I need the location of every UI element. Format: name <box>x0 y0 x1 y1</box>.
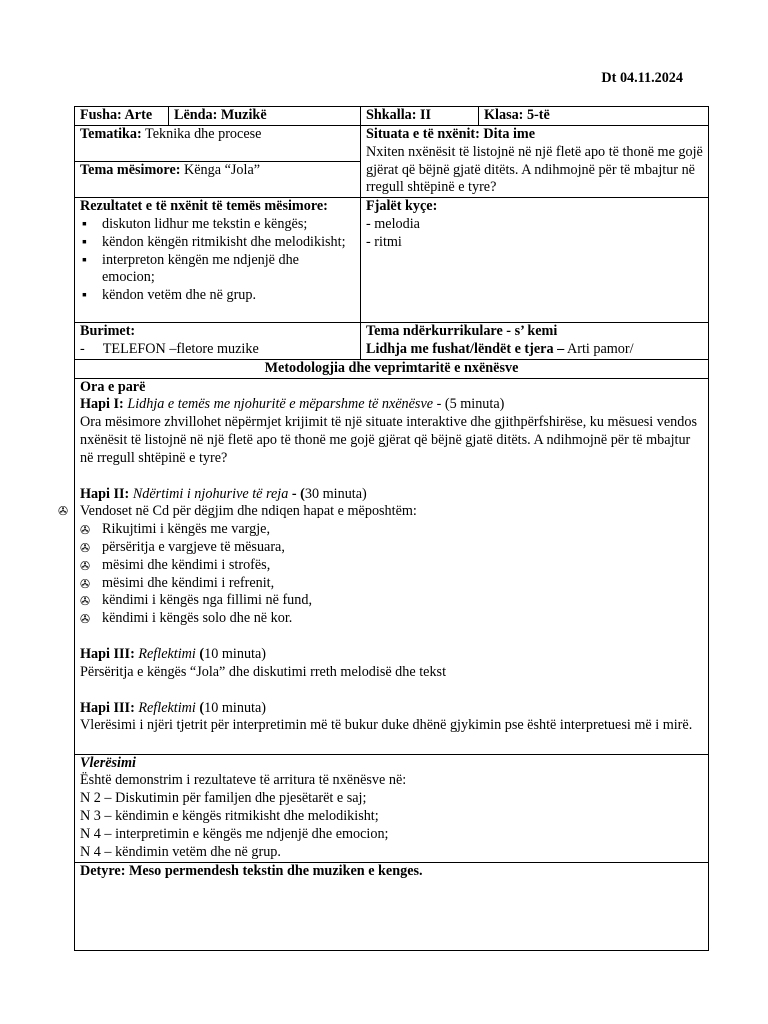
bullet-hand-icon: ✇ <box>80 612 91 627</box>
list-item: N 4 – këndimin vetëm dhe në grup. <box>80 843 281 860</box>
lesson-date: Dt 04.11.2024 <box>601 70 683 86</box>
hapi3a-text: Përsëritja e këngës “Jola” dhe diskutimi rreth melodisë dhe tekst <box>80 663 447 680</box>
list-item-text: mësimi dhe këndimi i strofës, <box>102 556 271 573</box>
tema-nder-cell <box>361 323 709 360</box>
ora-title: Ora e parë <box>80 378 146 395</box>
list-item-text: përsëritja e vargjeve të mësuara, <box>102 538 285 555</box>
klasa-cell: Klasa: 5-të <box>479 107 709 126</box>
hapi1-title: Lidhja e temës me njohuritë e mëparshme të nxënësve <box>123 396 434 413</box>
hapi2-time: 30 minuta) <box>304 485 367 502</box>
hapi3a-label: Hapi III: <box>80 645 135 662</box>
hapi2-intro: Vendoset në Cd për dëgjim dhe ndiqen hapat e mëposhtëm: <box>80 503 417 520</box>
burimet-value: TELEFON –fletore muzike <box>102 340 259 357</box>
lesson-plan-table <box>74 106 709 951</box>
tematika-value: Teknika dhe procese <box>141 126 262 142</box>
hapi1-heading <box>80 396 703 414</box>
situata-text: Nxiten nxënësit të listojnë në një fletë apo të thonë me gojë gjërat që bëjnë gjatë ditëts. A ndihmojnë për të mbajtur në rregull shtëpinë e tyre? <box>366 143 703 196</box>
burimet-label: Burimet: <box>80 323 136 340</box>
lenda-cell: Lënda: Muzikë <box>169 107 361 126</box>
bullet-hand-icon: ✇ <box>80 558 91 573</box>
list-item: N 2 – Diskutimin për familjen dhe pjesëtarët e saj; <box>80 790 367 807</box>
list-item <box>80 592 703 610</box>
vleresimi-cell <box>75 754 709 862</box>
detyre-row <box>75 862 709 950</box>
detyre-cell: Detyre: Meso permendesh tekstin dhe muziken e kenges. <box>75 862 709 950</box>
hapi3b-heading <box>80 700 703 718</box>
list-item <box>80 575 703 593</box>
rezultatet-label: Rezultatet e të nxënit të temës mësimore: <box>80 198 328 215</box>
list-item: N 3 – këndimin e këngës ritmikisht dhe melodikisht; <box>80 807 379 824</box>
margin-bullet-icon: ✇ <box>58 504 69 518</box>
hapi3a-title: Reflektimi <box>134 645 200 662</box>
list-item <box>80 521 703 539</box>
ora-cell <box>75 378 709 754</box>
metodologjia-row <box>75 359 709 378</box>
rezultatet-row <box>75 198 709 323</box>
hapi2-list <box>80 521 703 628</box>
list-item <box>80 610 703 628</box>
burimet-row <box>75 323 709 360</box>
hapi3b-time-paren: ( <box>199 699 205 716</box>
tematika-row <box>75 126 709 162</box>
list-item-text: këndimi i këngës nga fillimi në fund, <box>102 592 313 609</box>
hapi1-text: Ora mësimore zhvillohet nëpërmjet krijimit të një situate interaktive dhe gjithpërfshirëse, ku mësuesi vendos nxënësit të listojnë në një fletë apo të thonë me gojë gjërat që bëjnë gjatë ditëts. A ndihmojnë për të mbajtur në rregull shtëpinë e tyre? <box>80 414 697 466</box>
list-item: ▪ interpreton këngën me ndjenjë dhe emocion; <box>80 252 355 288</box>
list-item-text: këndimi i këngës solo dhe në kor. <box>102 610 293 627</box>
list-item-text: Rikujtimi i këngës me vargje, <box>102 521 270 538</box>
hapi3b-text: Vlerësimi i njëri tjetrit për interpretimin më të bukur duke dhënë gjykimin pse është interpretuesi më i mirë. <box>80 717 693 734</box>
tema-value: Kënga “Jola” <box>180 162 261 179</box>
tematika-label: Tematika: <box>80 126 142 142</box>
rezultatet-list <box>80 216 355 305</box>
list-item: ▪ këndon këngën ritmikisht dhe melodikisht; <box>80 234 355 252</box>
tema-nder-label: Tema ndërkurrikulare - s’ kemi <box>366 323 558 340</box>
vleresimi-intro: Është demonstrim i rezultateve të arritura të nxënësve në: <box>80 772 407 789</box>
hapi2-title: Ndërtimi i njohurive të reja <box>129 485 289 502</box>
lidhja-value: Arti pamor/ <box>564 340 634 357</box>
header-row <box>75 107 709 126</box>
ora-row <box>75 378 709 754</box>
hapi1-label: Hapi I: <box>80 396 124 413</box>
burimet-dash: - <box>80 340 85 357</box>
hapi2-time-prefix: - ( <box>288 485 305 502</box>
hapi3a-time-paren: ( <box>199 645 205 662</box>
keyword-item: - melodia <box>366 215 420 232</box>
list-item-text: mësimi dhe këndimi i refrenit, <box>102 574 275 591</box>
rezultatet-cell <box>75 198 361 323</box>
burimet-cell <box>75 323 361 360</box>
hapi2-label: Hapi II: <box>80 485 130 502</box>
list-item <box>80 557 703 575</box>
situata-cell <box>361 126 709 198</box>
list-item: N 4 – interpretimin e këngës me ndjenjë dhe emocion; <box>80 825 389 842</box>
lidhja-label: Lidhja me fushat/lëndët e tjera – <box>366 340 565 357</box>
hapi3b-time: 10 minuta) <box>204 699 267 716</box>
list-item <box>80 539 703 557</box>
hapi3b-title: Reflektimi <box>134 699 200 716</box>
tema-cell <box>75 162 361 198</box>
bullet-hand-icon: ✇ <box>80 576 91 591</box>
keyword-item: - ritmi <box>366 233 402 250</box>
hapi3a-time: 10 minuta) <box>204 645 267 662</box>
hapi3a-heading <box>80 646 703 664</box>
fusha-cell: Fusha: Arte <box>75 107 169 126</box>
hapi3b-label: Hapi III: <box>80 699 135 716</box>
bullet-hand-icon: ✇ <box>80 540 91 555</box>
shkalla-cell: Shkalla: II <box>361 107 479 126</box>
fjalet-cell <box>361 198 709 323</box>
tema-label: Tema mësimore: <box>80 162 181 179</box>
hapi2-heading <box>80 486 703 504</box>
bullet-hand-icon: ✇ <box>80 594 91 609</box>
bullet-hand-icon: ✇ <box>80 523 91 538</box>
vleresimi-row <box>75 754 709 862</box>
fjalet-label: Fjalët kyçe: <box>366 198 438 215</box>
tematika-cell <box>75 126 361 162</box>
situata-label: Situata e të nxënit: Dita ime <box>366 126 536 142</box>
list-item: ▪ diskuton lidhur me tekstin e këngës; <box>80 216 355 234</box>
vleresimi-label: Vlerësimi <box>80 754 136 771</box>
hapi1-time: - (5 minuta) <box>433 396 505 413</box>
list-item: ▪ këndon vetëm dhe në grup. <box>80 287 355 305</box>
metodologjia-heading: Metodologjia dhe veprimtaritë e nxënësve <box>75 359 709 378</box>
